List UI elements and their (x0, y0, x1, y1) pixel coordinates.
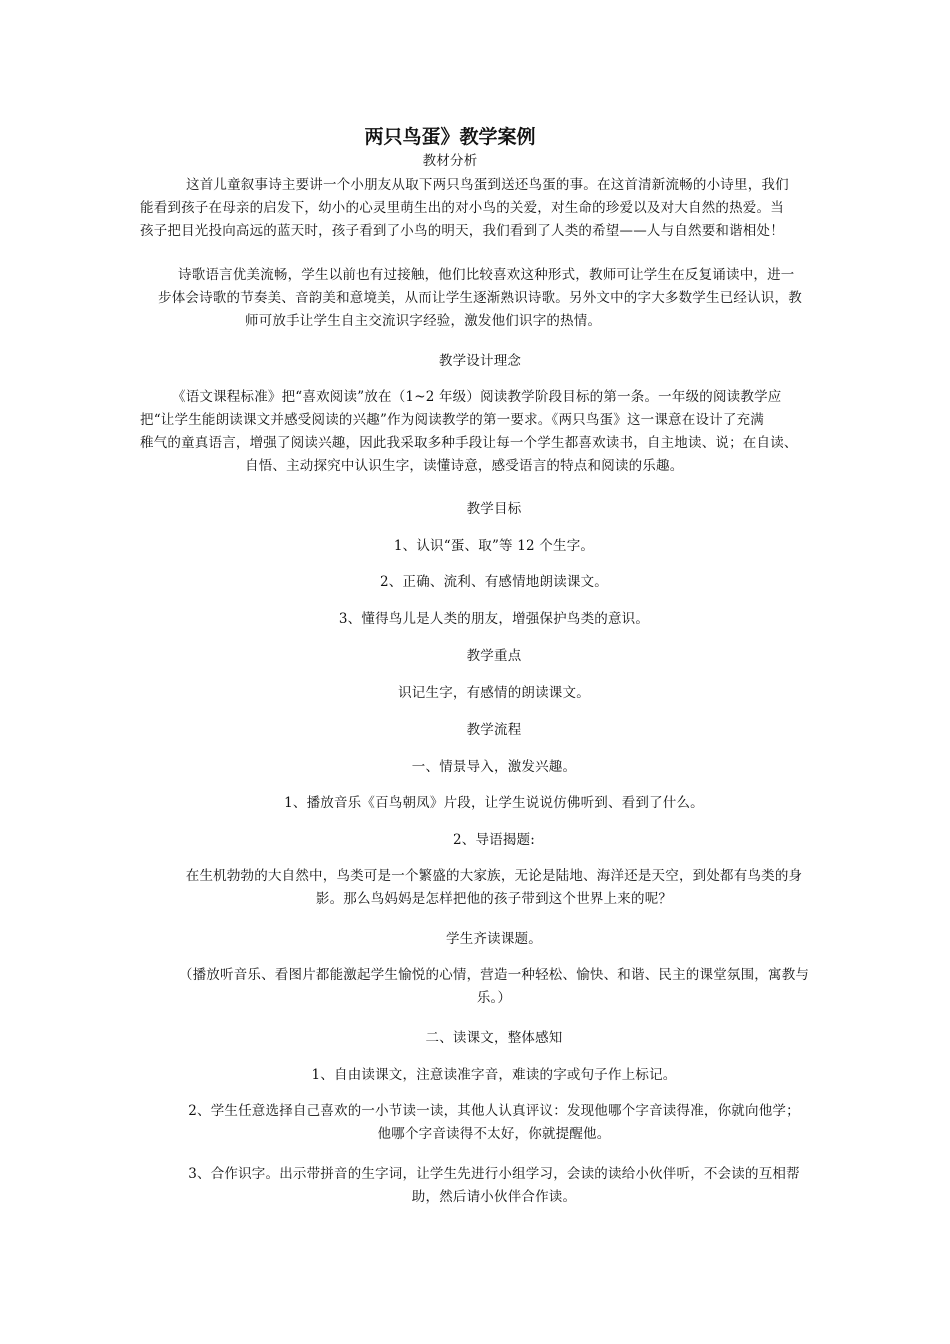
read-title-text: 学生齐读课题。 (446, 931, 542, 947)
note-paragraph (150, 964, 838, 1010)
document-title: 两只鸟蛋》教学案例 (364, 126, 536, 148)
goal-item-1: 1、认识“蛋、取”等 12 个生字。 (393, 538, 595, 554)
paragraph-line: 把“让学生能朗读课文并感受阅读的兴趣”作为阅读教学的第一要求。《两只鸟蛋》这一课意在设计了充满 (140, 412, 764, 428)
flow-step-1-1: 1、播放音乐《百鸟朝凤》片段，让学生说说仿佛听到、看到了什么。 (284, 795, 704, 811)
focus-text: 识记生字，有感情的朗读课文。 (398, 685, 590, 701)
paragraph-line: 诗歌语言优美流畅，学生以前也有过接触，他们比较喜欢这种形式，教师可让学生在反复诵读中，进一 (178, 267, 795, 283)
paragraph-line: 影。那么鸟妈妈是怎样把他的孩子带到这个世界上来的呢？ (315, 891, 673, 907)
flow-step-2-3 (150, 1163, 838, 1209)
flow-step-1-2: 2、导语揭题: (452, 832, 536, 848)
paragraph-line: 稚气的童真语言，增强了阅读兴趣，因此我采取多种手段让每一个学生都喜欢读书，自主地读、说；在自读、 (140, 435, 798, 451)
paragraph-line: 自悟、主动探究中认识生字，读懂诗意，感受语言的特点和阅读的乐趣。 (245, 458, 684, 474)
paragraph-line: 他哪个字音读得不太好，你就提醒他。 (377, 1126, 611, 1142)
paragraph-material-2 (140, 264, 820, 333)
paragraph-line: 这首儿童叙事诗主要讲一个小朋友从取下两只鸟蛋到送还鸟蛋的事。在这首清新流畅的小诗里，我们 (186, 177, 789, 193)
flow-step-2-2 (150, 1100, 838, 1146)
paragraph-line: 步体会诗歌的节奏美、音韵美和意境美，从而让学生逐渐熟识诗歌。另外文中的字大多数学生已经认识，教 (158, 290, 802, 306)
paragraph-line: 能看到孩子在母亲的启发下，幼小的心灵里萌生出的对小鸟的关爱，对生命的珍爱以及对大自然的热爱。当 (140, 200, 784, 216)
paragraph-line: 师可放手让学生自主交流识字经验，激发他们识字的热情。 (245, 313, 602, 329)
paragraph-line: （播放听音乐、看图片都能激起学生愉悦的心情，营造一种轻松、愉快、和谐、民主的课堂氛围，寓教与 (178, 967, 810, 983)
flow-step-2: 二、读课文，整体感知 (425, 1030, 563, 1046)
paragraph-line: 2、学生任意选择自己喜欢的一小节读一读，其他人认真评议：发现他哪个字音读得准，你就向他学； (188, 1103, 800, 1119)
goal-item-2: 2、正确、流利、有感情地朗读课文。 (380, 574, 608, 590)
section-heading-goals: 教学目标 (466, 501, 522, 517)
section-heading-focus: 教学重点 (466, 648, 522, 664)
flow-step-2-1: 1、自由读课文，注意读准字音，难读的字或句子作上标记。 (311, 1067, 677, 1083)
paragraph-line: 助，然后请小伙伴合作读。 (411, 1189, 577, 1205)
intro-paragraph (150, 865, 838, 911)
flow-step-1: 一、情景导入，激发兴趣。 (411, 759, 577, 775)
section-heading-material: 教材分析 (422, 153, 478, 169)
paragraph-material-1 (140, 174, 820, 243)
paragraph-line: 乐。） (476, 990, 512, 1006)
section-heading-flow: 教学流程 (466, 722, 522, 738)
paragraph-line: 《语文课程标准》把“喜欢阅读”放在（1~2 年级）阅读教学阶段目标的第一条。一年级的阅读教学应 (172, 389, 782, 405)
paragraph-line: 3、合作识字。出示带拼音的生字词，让学生先进行小组学习，会读的读给小伙伴听，不会读的互相帮 (188, 1166, 800, 1182)
goal-item-3: 3、懂得鸟儿是人类的朋友，增强保护鸟类的意识。 (338, 611, 650, 627)
paragraph-design (140, 386, 820, 478)
section-heading-design: 教学设计理念 (438, 353, 522, 369)
paragraph-line: 孩子把目光投向高远的蓝天时，孩子看到了小鸟的明天，我们看到了人类的希望——人与自然要和谐相处！ (140, 223, 784, 239)
paragraph-line: 在生机勃勃的大自然中，鸟类可是一个繁盛的大家族，无论是陆地、海洋还是天空，到处都有鸟类的身 (185, 868, 803, 884)
